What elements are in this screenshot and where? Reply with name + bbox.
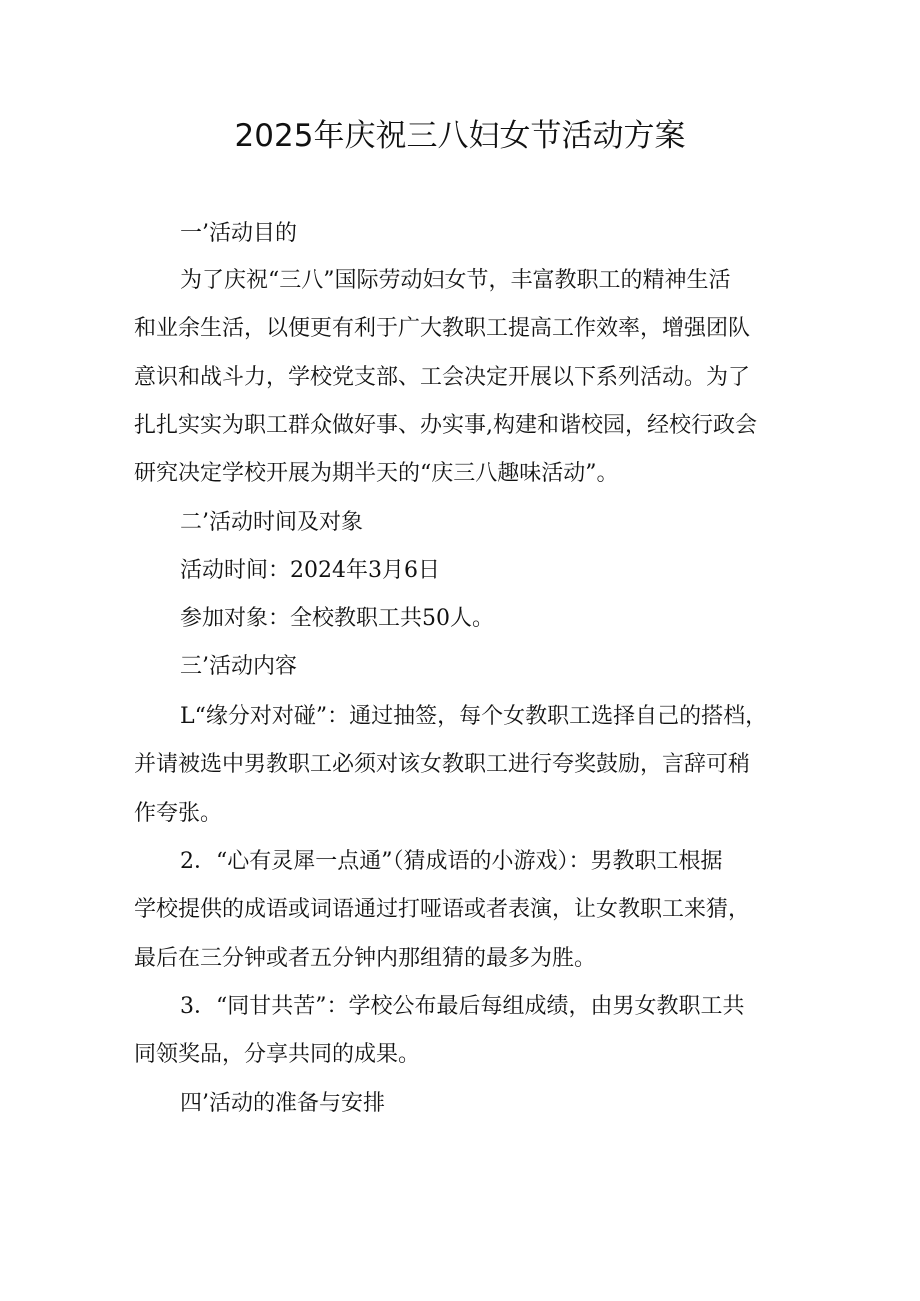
document-title: 2025年庆祝三八妇女节活动方案 [234, 118, 686, 154]
list-item-3: 3．“同甘共苦”：学校公布最后每组成绩，由男女教职工共 [180, 994, 745, 1019]
paragraph-line: 最后在三分钟或者五分钟内那组猜的最多为胜。 [134, 946, 597, 971]
paragraph-line: 研究决定学校开展为期半天的“庆三八趣味活动”。 [134, 461, 619, 486]
paragraph-line: 为了庆祝“三八”国际劳动妇女节，丰富教职工的精神生活 [180, 268, 731, 293]
paragraph-line: 作夸张。 [134, 801, 223, 826]
paragraph-line: 学校提供的成语或词语通过打哑语或者表演，让女教职工来猜， [134, 897, 751, 922]
paragraph-line: 和业余生活，以便更有利于广大教职工提高工作效率，增强团队 [134, 316, 751, 341]
activity-time: 活动时间：2024年3月6日 [180, 558, 440, 583]
paragraph-line: 同领奖品，分享共同的成果。 [134, 1042, 421, 1067]
section-heading-2: 二’活动时间及对象 [180, 510, 363, 535]
section-heading-1: 一’活动目的 [180, 221, 297, 246]
paragraph-line: 并请被选中男教职工必须对该女教职工进行夸奖鼓励，言辞可稍 [134, 752, 751, 777]
list-item-1: L“缘分对对碰”：通过抽签，每个女教职工选择自己的搭档， [180, 704, 768, 729]
paragraph-line: 扎扎实实为职工群众做好事、办实事,构建和谐校园，经校行政会 [134, 413, 757, 438]
section-heading-3: 三’活动内容 [180, 654, 297, 679]
paragraph-line: 意识和战斗力，学校党支部、工会决定开展以下系列活动。为了 [134, 365, 751, 390]
section-heading-4: 四’活动的准备与安排 [180, 1091, 385, 1116]
participants: 参加对象：全校教职工共50人。 [180, 606, 494, 631]
list-item-2: 2．“心有灵犀一点通”（猜成语的小游戏）：男教职工根据 [180, 849, 723, 874]
